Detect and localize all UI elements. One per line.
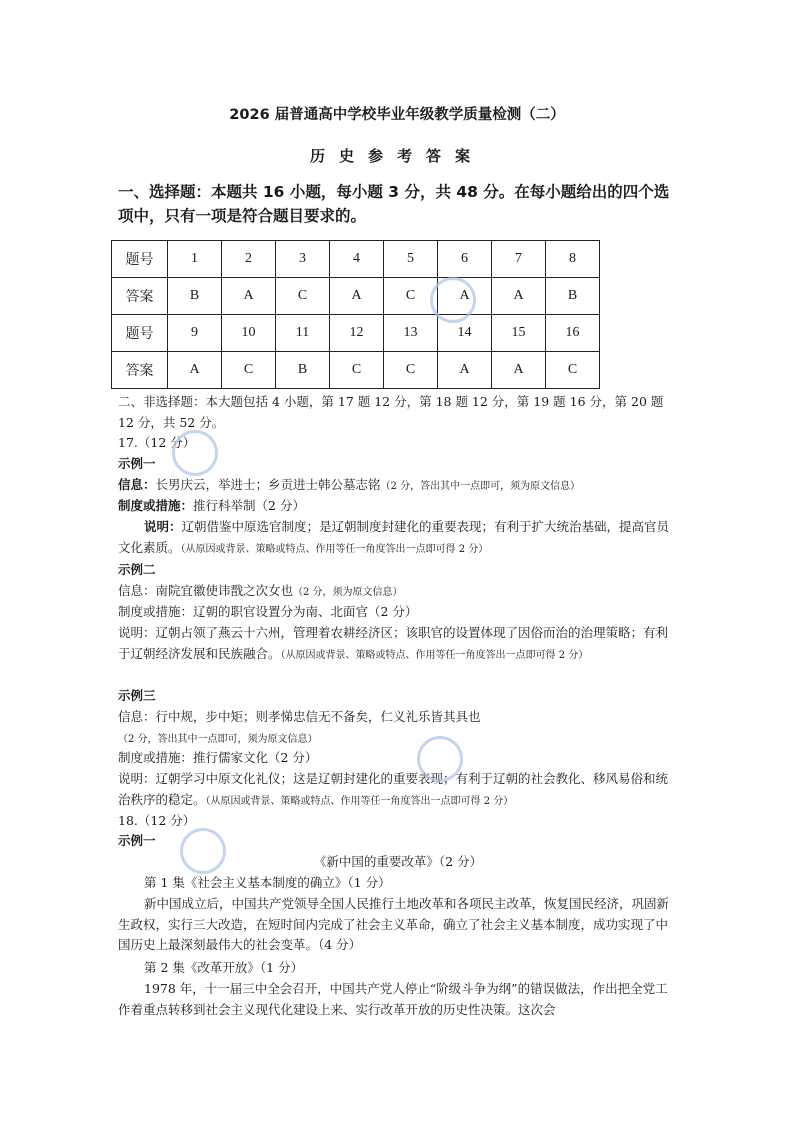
row-label-answer: 答案 [112, 352, 168, 389]
logo-icon [417, 736, 463, 782]
table-cell: 3 [276, 241, 330, 278]
section1-heading: 一、选择题：本题共 16 小题，每小题 3 分，共 48 分。在每小题给出的四个选项中，只有一项是符合题目要求的。 [118, 183, 670, 225]
q18-label: 18.（12 分） [118, 813, 196, 828]
table-cell: C [276, 278, 330, 315]
table-cell: 8 [546, 241, 600, 278]
q17-ex1-measure [118, 496, 678, 517]
table-cell: C [222, 352, 276, 389]
q17-ex3-info [118, 707, 678, 750]
page-subtitle: 历史参考答案 [309, 147, 484, 165]
table-cell: 2 [222, 241, 276, 278]
explain-text: 说明：辽朝学习中原文化礼仪；这是辽朝封建化的重要表现；有利于辽朝的社会教化、移风易俗和统治秩序的稳定。 [118, 771, 669, 807]
table-cell: C [384, 278, 438, 315]
explain-label: 说明： [144, 519, 182, 534]
row-label-question: 题号 [112, 241, 168, 278]
table-cell: 15 [492, 315, 546, 352]
info-note: （2 分，答出其中一点即可，须为原文信息） [380, 481, 581, 492]
table-cell: B [276, 352, 330, 389]
table-row [112, 241, 600, 278]
q17-ex2-measure: 制度或措施：辽朝的职官设置分为南、北面官（2 分） [118, 604, 418, 619]
table-cell: C [546, 352, 600, 389]
info-text: 信息：南院宜徽使讳戬之次女也 [118, 583, 294, 598]
table-row [112, 352, 600, 389]
table-cell: A [222, 278, 276, 315]
table-cell: B [546, 278, 600, 315]
logo-icon [430, 277, 476, 323]
explain-text: 说明：辽朝占领了燕云十六州，管理着农耕经济区；该职官的设置体现了因俗而治的治理策略；有利于辽朝经济发展和民族融合。 [118, 625, 669, 661]
info-text: 长男庆云，举进士；乡贡进士韩公墓志铭 [155, 477, 381, 492]
table-cell: 10 [222, 315, 276, 352]
table-cell: 9 [168, 315, 222, 352]
table-cell: 12 [330, 315, 384, 352]
section2-heading: 二、非选择题：本大题包括 4 小题，第 17 题 12 分，第 18 题 12 分，第 19 题 16 分，第 20 题 12 分，共 52 分。 [118, 394, 664, 430]
info-note: （2 分，须为原文信息） [293, 587, 403, 598]
q18-ep2-text: 1978 年，十一届三中全会召开，中国共产党人停止“阶级斗争为纲”的错误做法，作出把全党工作着重点转移到社会主义现代化建设上来、实行改革开放的历史性决策。这次会 [118, 981, 668, 1017]
table-cell: 1 [168, 241, 222, 278]
q17-label: 17.（12 分） [118, 435, 196, 450]
logo-icon [172, 430, 218, 476]
table-cell: A [330, 278, 384, 315]
explain-note: （从原因或背景、策略或特点、作用等任一角度答出一点即可得 2 分） [205, 795, 514, 807]
info-text: 信息：行中规，步中矩；则孝悌忠信无不备矣，仁义礼乐皆其具也 [118, 709, 481, 724]
info-label: 信息： [118, 477, 156, 492]
table-cell: 6 [438, 241, 492, 278]
explain-note: （从原因或背景、策略或特点、作用等任一角度答出一点即可得 2 分） [180, 543, 489, 555]
q17-example1-title: 示例一 [118, 456, 156, 471]
table-cell: 14 [438, 315, 492, 352]
explain-text: 辽朝借鉴中原选官制度；是辽朝制度封建化的重要表现；有利于扩大统治基础，提高官员文化素质。 [118, 519, 670, 555]
q17-ex2-explain [118, 623, 678, 666]
q17-example2-title: 示例二 [118, 562, 156, 577]
table-cell: 5 [384, 241, 438, 278]
q17-ex1-explain [118, 517, 678, 560]
q17-ex2-info [118, 581, 678, 604]
table-cell: 4 [330, 241, 384, 278]
table-cell: A [168, 352, 222, 389]
q18-ep1-text: 新中国成立后，中国共产党领导全国人民推行土地改革和各项民主改革，恢复国民经济，巩固新生政权，实行三大改造，在短时间内完成了社会主义革命，确立了社会主义基本制度，成功实现了中国历史上最深刻最伟大的社会变革。（4 分） [118, 896, 670, 952]
q18-ep2-title: 第 2 集《改革开放》（1 分） [144, 960, 304, 975]
explain-note: （从原因或背景、策略或特点、作用等任一角度答出一点即可得 2 分） [280, 649, 589, 661]
q18-example1-title: 示例一 [118, 833, 156, 848]
table-cell: C [384, 352, 438, 389]
table-cell: 16 [546, 315, 600, 352]
info-note: （2 分，答出其中一点即可，须为原文信息） [118, 733, 318, 745]
table-cell: 11 [276, 315, 330, 352]
table-cell: B [168, 278, 222, 315]
answer-table [111, 240, 600, 389]
table-cell: A [438, 278, 492, 315]
table-row [112, 278, 600, 315]
q18-ep1-title: 第 1 集《社会主义基本制度的确立》（1 分） [144, 875, 391, 890]
row-label-answer: 答案 [112, 278, 168, 315]
measure-label: 制度或措施： [118, 498, 194, 513]
q17-ex3-measure: 制度或措施：推行儒家文化（2 分） [118, 750, 318, 765]
table-cell: A [492, 352, 546, 389]
table-cell: A [492, 278, 546, 315]
table-cell: 13 [384, 315, 438, 352]
q17-example3-title: 示例三 [118, 688, 156, 703]
logo-icon [180, 828, 226, 874]
page-title: 2026 届普通高中学校毕业年级教学质量检测（二） [229, 107, 565, 123]
q18-doc-title: 《新中国的重要改革》（2 分） [313, 854, 483, 869]
row-label-question: 题号 [112, 315, 168, 352]
measure-text: 推行科举制（2 分） [193, 498, 305, 513]
table-cell: 7 [492, 241, 546, 278]
q17-ex1-info [118, 475, 678, 498]
table-cell: C [330, 352, 384, 389]
q17-ex3-explain [118, 769, 678, 812]
table-cell: A [438, 352, 492, 389]
table-row [112, 315, 600, 352]
